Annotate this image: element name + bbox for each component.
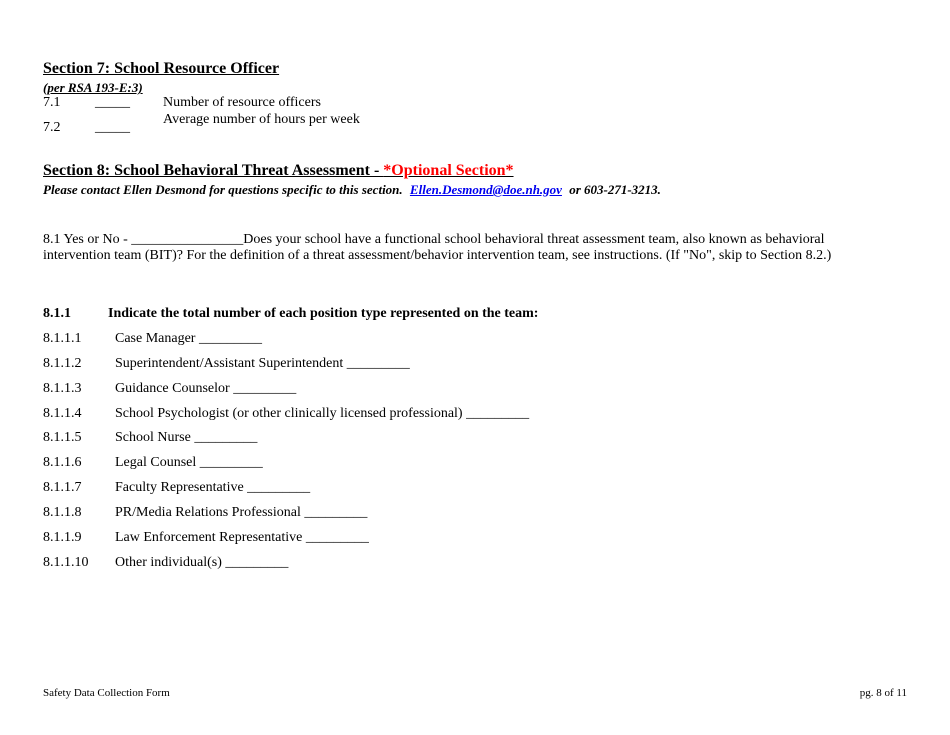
position-number: 8.1.1.7 <box>43 480 82 495</box>
position-faculty-representative[interactable]: Faculty Representative _________ <box>115 480 311 495</box>
position-superintendent[interactable]: Superintendent/Assistant Superintendent _________ <box>115 356 410 371</box>
item-7-2-label: Average number of hours per week <box>163 112 360 127</box>
item-7-1-label: Number of resource officers <box>163 95 321 110</box>
position-law-enforcement[interactable]: Law Enforcement Representative _________ <box>115 530 369 545</box>
position-number: 8.1.1.8 <box>43 505 82 520</box>
section-8-title <box>43 162 514 180</box>
footer-page-number: pg. 8 of 11 <box>859 687 907 699</box>
position-number: 8.1.1.5 <box>43 430 82 445</box>
position-legal-counsel[interactable]: Legal Counsel _________ <box>115 455 263 470</box>
contact-text: Please contact Ellen Desmond for questions specific to this section. <box>43 182 403 197</box>
question-8-1-line1: 8.1 Yes or No - ________________Does your school have a functional school behavioral threat assessment team, also known as behavioral <box>43 232 825 247</box>
question-8-1-1-number: 8.1.1 <box>43 306 71 321</box>
item-7-2-blank[interactable]: _____ <box>95 120 130 135</box>
footer-form-title: Safety Data Collection Form <box>43 687 170 699</box>
position-school-nurse[interactable]: School Nurse _________ <box>115 430 258 445</box>
item-7-1-blank[interactable]: _____ <box>95 95 130 110</box>
position-school-psychologist[interactable]: School Psychologist (or other clinically licensed professional) _________ <box>115 406 530 421</box>
contact-email-link[interactable]: Ellen.Desmond@doe.nh.gov <box>409 182 562 197</box>
position-number: 8.1.1.4 <box>43 406 82 421</box>
position-number: 8.1.1.6 <box>43 455 82 470</box>
position-number: 8.1.1.3 <box>43 381 82 396</box>
position-case-manager[interactable]: Case Manager _________ <box>115 331 262 346</box>
item-7-1-number: 7.1 <box>43 95 61 110</box>
position-number: 8.1.1.2 <box>43 356 82 371</box>
question-8-1-1-text: Indicate the total number of each position type represented on the team: <box>108 306 539 321</box>
position-other-individuals[interactable]: Other individual(s) _________ <box>115 555 289 570</box>
optional-section-label: *Optional Section* <box>383 162 514 179</box>
section-8-title-main: Section 8: School Behavioral Threat Assessment - <box>43 162 384 179</box>
position-number: 8.1.1.10 <box>43 555 89 570</box>
contact-phone: or 603-271-3213. <box>569 182 661 197</box>
position-pr-media[interactable]: PR/Media Relations Professional _________ <box>115 505 368 520</box>
section-7-title: Section 7: School Resource Officer <box>43 60 280 77</box>
question-8-1-line2: intervention team (BIT)? For the definition of a threat assessment/behavior intervention team, see instructions. (If "No", skip to Section 8.2.) <box>43 248 832 263</box>
position-number: 8.1.1.9 <box>43 530 82 545</box>
position-guidance-counselor[interactable]: Guidance Counselor _________ <box>115 381 297 396</box>
position-number: 8.1.1.1 <box>43 331 82 346</box>
section-7-subtitle: (per RSA 193-E:3) <box>43 80 143 95</box>
item-7-2-number: 7.2 <box>43 120 61 135</box>
section-8-contact <box>43 182 661 198</box>
